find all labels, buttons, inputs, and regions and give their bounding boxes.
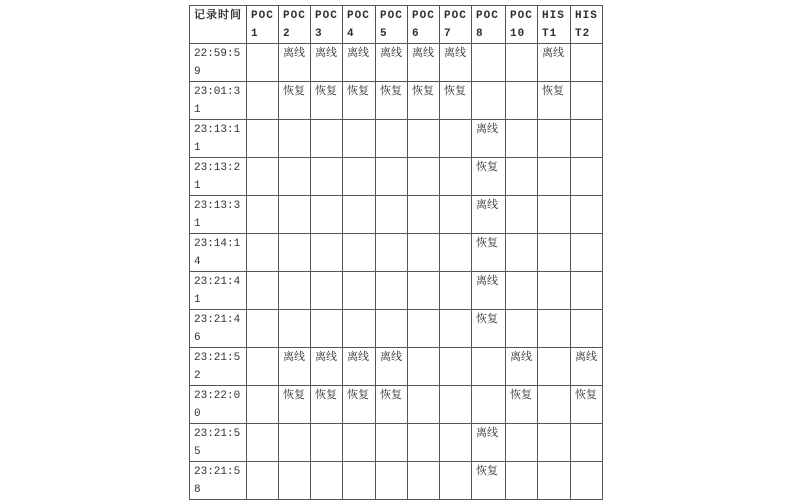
status-cell <box>343 272 376 310</box>
status-cell: 恢复 <box>376 82 408 120</box>
table-row <box>190 386 603 424</box>
status-cell: 离线 <box>311 348 343 386</box>
status-cell: 恢复 <box>311 82 343 120</box>
time-cell: 23:13:21 <box>190 158 247 196</box>
status-cell <box>311 310 343 348</box>
status-cell <box>571 462 603 500</box>
time-cell: 23:14:14 <box>190 234 247 272</box>
status-cell <box>571 82 603 120</box>
status-cell <box>376 424 408 462</box>
status-cell <box>376 462 408 500</box>
status-cell: 离线 <box>376 44 408 82</box>
status-cell: 离线 <box>279 348 311 386</box>
time-cell: 23:21:52 <box>190 348 247 386</box>
time-cell: 23:22:00 <box>190 386 247 424</box>
status-cell <box>571 196 603 234</box>
status-cell: 恢复 <box>376 386 408 424</box>
status-cell <box>506 310 538 348</box>
status-cell <box>538 386 571 424</box>
table-row <box>190 120 603 158</box>
status-cell <box>506 424 538 462</box>
status-cell <box>408 196 440 234</box>
status-cell: 离线 <box>311 44 343 82</box>
table-header-row <box>190 6 603 44</box>
status-cell <box>506 82 538 120</box>
table-row <box>190 44 603 82</box>
status-cell <box>311 462 343 500</box>
status-cell <box>279 424 311 462</box>
status-cell: 恢复 <box>506 386 538 424</box>
status-cell <box>247 462 279 500</box>
status-cell <box>343 462 376 500</box>
table-row <box>190 234 603 272</box>
status-cell <box>440 424 472 462</box>
status-cell <box>279 234 311 272</box>
status-cell <box>538 120 571 158</box>
status-cell: 离线 <box>472 196 506 234</box>
status-cell <box>538 462 571 500</box>
status-cell <box>247 424 279 462</box>
status-cell <box>279 120 311 158</box>
status-cell <box>311 120 343 158</box>
status-cell <box>408 462 440 500</box>
status-cell: 恢复 <box>472 234 506 272</box>
table-row <box>190 82 603 120</box>
table-row <box>190 310 603 348</box>
status-cell <box>311 158 343 196</box>
table-row <box>190 348 603 386</box>
status-cell <box>440 386 472 424</box>
status-cell <box>506 120 538 158</box>
status-cell: 恢复 <box>472 310 506 348</box>
status-cell <box>343 196 376 234</box>
status-cell <box>571 234 603 272</box>
status-cell <box>376 120 408 158</box>
status-cell <box>571 424 603 462</box>
status-cell: 恢复 <box>343 386 376 424</box>
status-cell <box>279 272 311 310</box>
status-cell <box>247 158 279 196</box>
table-row <box>190 196 603 234</box>
status-cell: 离线 <box>538 44 571 82</box>
status-cell <box>506 196 538 234</box>
table-row <box>190 424 603 462</box>
status-cell <box>279 462 311 500</box>
status-cell <box>538 196 571 234</box>
status-cell <box>376 234 408 272</box>
status-cell: 离线 <box>408 44 440 82</box>
status-cell <box>506 272 538 310</box>
status-cell <box>440 234 472 272</box>
table-row <box>190 272 603 310</box>
status-cell <box>343 234 376 272</box>
status-cell <box>538 272 571 310</box>
status-cell: 离线 <box>279 44 311 82</box>
time-cell: 23:13:31 <box>190 196 247 234</box>
status-cell <box>571 120 603 158</box>
status-cell: 恢复 <box>472 158 506 196</box>
status-cell: 恢复 <box>538 82 571 120</box>
status-cell <box>408 310 440 348</box>
status-cell <box>506 44 538 82</box>
status-cell <box>408 348 440 386</box>
status-cell <box>247 386 279 424</box>
status-cell: 恢复 <box>311 386 343 424</box>
status-cell <box>538 234 571 272</box>
column-header-poc8: POC 8 <box>472 6 506 44</box>
status-cell <box>472 386 506 424</box>
status-cell <box>440 348 472 386</box>
status-cell <box>376 272 408 310</box>
column-header-hist1: HIS T1 <box>538 6 571 44</box>
status-cell <box>376 158 408 196</box>
status-cell: 恢复 <box>571 386 603 424</box>
status-cell <box>279 196 311 234</box>
status-cell: 恢复 <box>279 386 311 424</box>
status-cell <box>440 272 472 310</box>
status-cell <box>538 310 571 348</box>
status-cell <box>279 310 311 348</box>
status-cell <box>247 196 279 234</box>
column-header-hist2: HIS T2 <box>571 6 603 44</box>
column-header-poc4: POC 4 <box>343 6 376 44</box>
status-cell <box>538 424 571 462</box>
status-cell <box>408 120 440 158</box>
status-cell <box>343 310 376 348</box>
status-cell <box>343 424 376 462</box>
status-cell <box>408 424 440 462</box>
status-cell: 离线 <box>343 348 376 386</box>
status-cell: 离线 <box>472 424 506 462</box>
status-cell <box>506 234 538 272</box>
status-cell <box>247 234 279 272</box>
time-cell: 23:21:55 <box>190 424 247 462</box>
status-cell: 离线 <box>440 44 472 82</box>
status-cell <box>472 82 506 120</box>
column-header-record-time: 记录时间 <box>190 6 247 44</box>
status-cell <box>506 158 538 196</box>
column-header-poc5: POC 5 <box>376 6 408 44</box>
status-cell <box>408 386 440 424</box>
status-cell: 离线 <box>571 348 603 386</box>
status-cell <box>279 158 311 196</box>
status-log-table <box>189 5 603 500</box>
status-cell <box>311 424 343 462</box>
status-cell <box>571 44 603 82</box>
status-cell <box>311 196 343 234</box>
status-cell <box>408 158 440 196</box>
status-cell: 恢复 <box>408 82 440 120</box>
status-cell <box>247 348 279 386</box>
status-cell: 恢复 <box>472 462 506 500</box>
status-cell <box>376 310 408 348</box>
status-cell <box>343 120 376 158</box>
status-cell <box>440 462 472 500</box>
table-row <box>190 462 603 500</box>
status-cell <box>408 272 440 310</box>
status-cell <box>408 234 440 272</box>
time-cell: 23:21:58 <box>190 462 247 500</box>
column-header-poc1: POC 1 <box>247 6 279 44</box>
status-cell <box>343 158 376 196</box>
column-header-poc2: POC 2 <box>279 6 311 44</box>
time-cell: 23:13:11 <box>190 120 247 158</box>
status-cell <box>571 272 603 310</box>
status-cell: 离线 <box>472 272 506 310</box>
table-row <box>190 158 603 196</box>
column-header-poc7: POC 7 <box>440 6 472 44</box>
status-cell <box>311 234 343 272</box>
column-header-poc3: POC 3 <box>311 6 343 44</box>
status-cell <box>440 158 472 196</box>
status-cell <box>571 310 603 348</box>
status-cell <box>440 196 472 234</box>
status-cell <box>440 120 472 158</box>
status-cell <box>247 310 279 348</box>
status-cell <box>247 272 279 310</box>
time-cell: 22:59:59 <box>190 44 247 82</box>
status-cell <box>538 348 571 386</box>
column-header-poc10: POC 10 <box>506 6 538 44</box>
status-cell <box>247 44 279 82</box>
status-cell: 离线 <box>472 120 506 158</box>
column-header-poc6: POC 6 <box>408 6 440 44</box>
status-cell <box>571 158 603 196</box>
status-cell: 恢复 <box>440 82 472 120</box>
status-cell <box>247 120 279 158</box>
status-cell <box>538 158 571 196</box>
status-cell: 离线 <box>376 348 408 386</box>
time-cell: 23:21:46 <box>190 310 247 348</box>
status-cell: 恢复 <box>279 82 311 120</box>
time-cell: 23:01:31 <box>190 82 247 120</box>
status-cell <box>376 196 408 234</box>
status-cell <box>440 310 472 348</box>
time-cell: 23:21:41 <box>190 272 247 310</box>
status-cell <box>472 44 506 82</box>
status-cell: 离线 <box>506 348 538 386</box>
status-cell <box>506 462 538 500</box>
status-cell <box>247 82 279 120</box>
status-cell: 恢复 <box>343 82 376 120</box>
status-cell <box>311 272 343 310</box>
status-cell: 离线 <box>343 44 376 82</box>
status-cell <box>472 348 506 386</box>
